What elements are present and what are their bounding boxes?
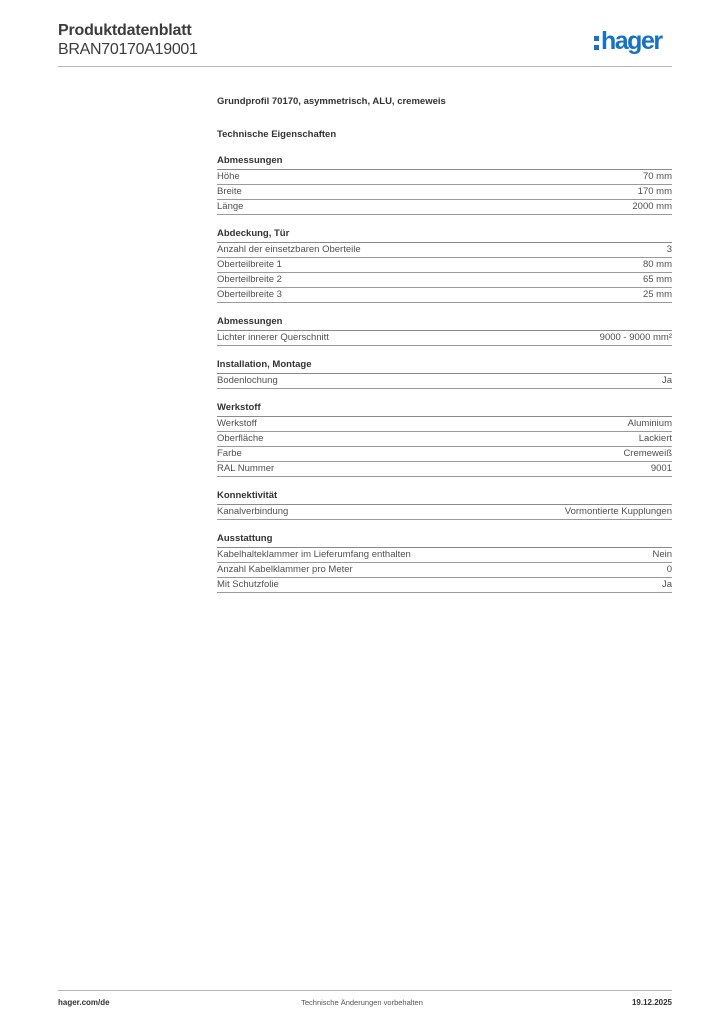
property-label: RAL Nummer [217, 463, 275, 474]
group-title: Installation, Montage [217, 359, 672, 374]
property-value: Ja [661, 375, 672, 386]
property-row [217, 243, 672, 258]
property-value: 25 mm [642, 289, 672, 300]
property-value: 9001 [650, 463, 672, 474]
header-divider [58, 66, 672, 67]
property-value: 80 mm [642, 259, 672, 270]
product-title: Grundprofil 70170, asymmetrisch, ALU, cremeweis [217, 96, 446, 107]
property-value: Aluminium [627, 418, 672, 429]
property-group [217, 533, 672, 593]
datasheet-content [217, 96, 672, 593]
property-value: Cremeweiß [623, 448, 672, 459]
logo-text: hager [601, 27, 662, 55]
property-value: 2000 mm [632, 201, 672, 212]
property-value: Vormontierte Kupplungen [564, 506, 672, 517]
document-header [58, 22, 198, 59]
footer-disclaimer: Technische Änderungen vorbehalten [301, 998, 423, 1007]
section-heading: Technische Eigenschaften [217, 129, 337, 140]
hager-logo [594, 27, 662, 55]
group-title: Abmessungen [217, 155, 672, 170]
property-row [217, 170, 672, 185]
property-row [217, 273, 672, 288]
logo-dots-icon [594, 36, 599, 50]
group-title: Abdeckung, Tür [217, 228, 672, 243]
group-title: Konnektivität [217, 490, 672, 505]
property-label: Kabelhalteklammer im Lieferumfang enthalten [217, 549, 411, 560]
property-label: Farbe [217, 448, 242, 459]
property-label: Oberfläche [217, 433, 264, 444]
property-label: Oberteilbreite 1 [217, 259, 282, 270]
property-value: 3 [666, 244, 672, 255]
property-row [217, 200, 672, 215]
property-value: 0 [666, 564, 672, 575]
group-title: Ausstattung [217, 533, 672, 548]
property-label: Kanalverbindung [217, 506, 289, 517]
property-group [217, 490, 672, 520]
footer-divider [58, 990, 672, 991]
property-row [217, 548, 672, 563]
property-row [217, 563, 672, 578]
property-group [217, 155, 672, 215]
property-value: Ja [661, 579, 672, 590]
property-value: 70 mm [642, 171, 672, 182]
property-group [217, 402, 672, 477]
property-label: Werkstoff [217, 418, 257, 429]
property-row [217, 417, 672, 432]
property-label: Höhe [217, 171, 240, 182]
property-label: Anzahl Kabelklammer pro Meter [217, 564, 353, 575]
property-value: 65 mm [642, 274, 672, 285]
group-title: Werkstoff [217, 402, 672, 417]
property-label: Lichter innerer Querschnitt [217, 332, 329, 343]
property-label: Anzahl der einsetzbaren Oberteile [217, 244, 361, 255]
property-label: Bodenlochung [217, 375, 278, 386]
footer-date: 19.12.2025 [631, 998, 672, 1007]
property-value: 9000 - 9000 mm² [599, 332, 672, 343]
property-row [217, 331, 672, 346]
property-value: Lackiert [638, 433, 672, 444]
property-group [217, 228, 672, 303]
logo-dot [594, 36, 599, 41]
property-row [217, 432, 672, 447]
property-group [217, 359, 672, 389]
property-label: Breite [217, 186, 242, 197]
property-row [217, 258, 672, 273]
property-row [217, 447, 672, 462]
property-label: Länge [217, 201, 244, 212]
property-label: Mit Schutzfolie [217, 579, 279, 590]
property-row [217, 374, 672, 389]
property-row [217, 505, 672, 520]
group-title: Abmessungen [217, 316, 672, 331]
product-code: BRAN70170A19001 [58, 41, 198, 58]
property-label: Oberteilbreite 2 [217, 274, 282, 285]
property-row [217, 288, 672, 303]
property-value: 170 mm [637, 186, 672, 197]
property-row [217, 462, 672, 477]
property-groups [217, 155, 672, 593]
property-label: Oberteilbreite 3 [217, 289, 282, 300]
property-group [217, 316, 672, 346]
property-value: Nein [652, 549, 672, 560]
footer-website-link[interactable]: hager.com/de [58, 998, 110, 1007]
document-title: Produktdatenblatt [58, 22, 192, 39]
property-row [217, 185, 672, 200]
logo-dot [594, 45, 599, 50]
property-row [217, 578, 672, 593]
